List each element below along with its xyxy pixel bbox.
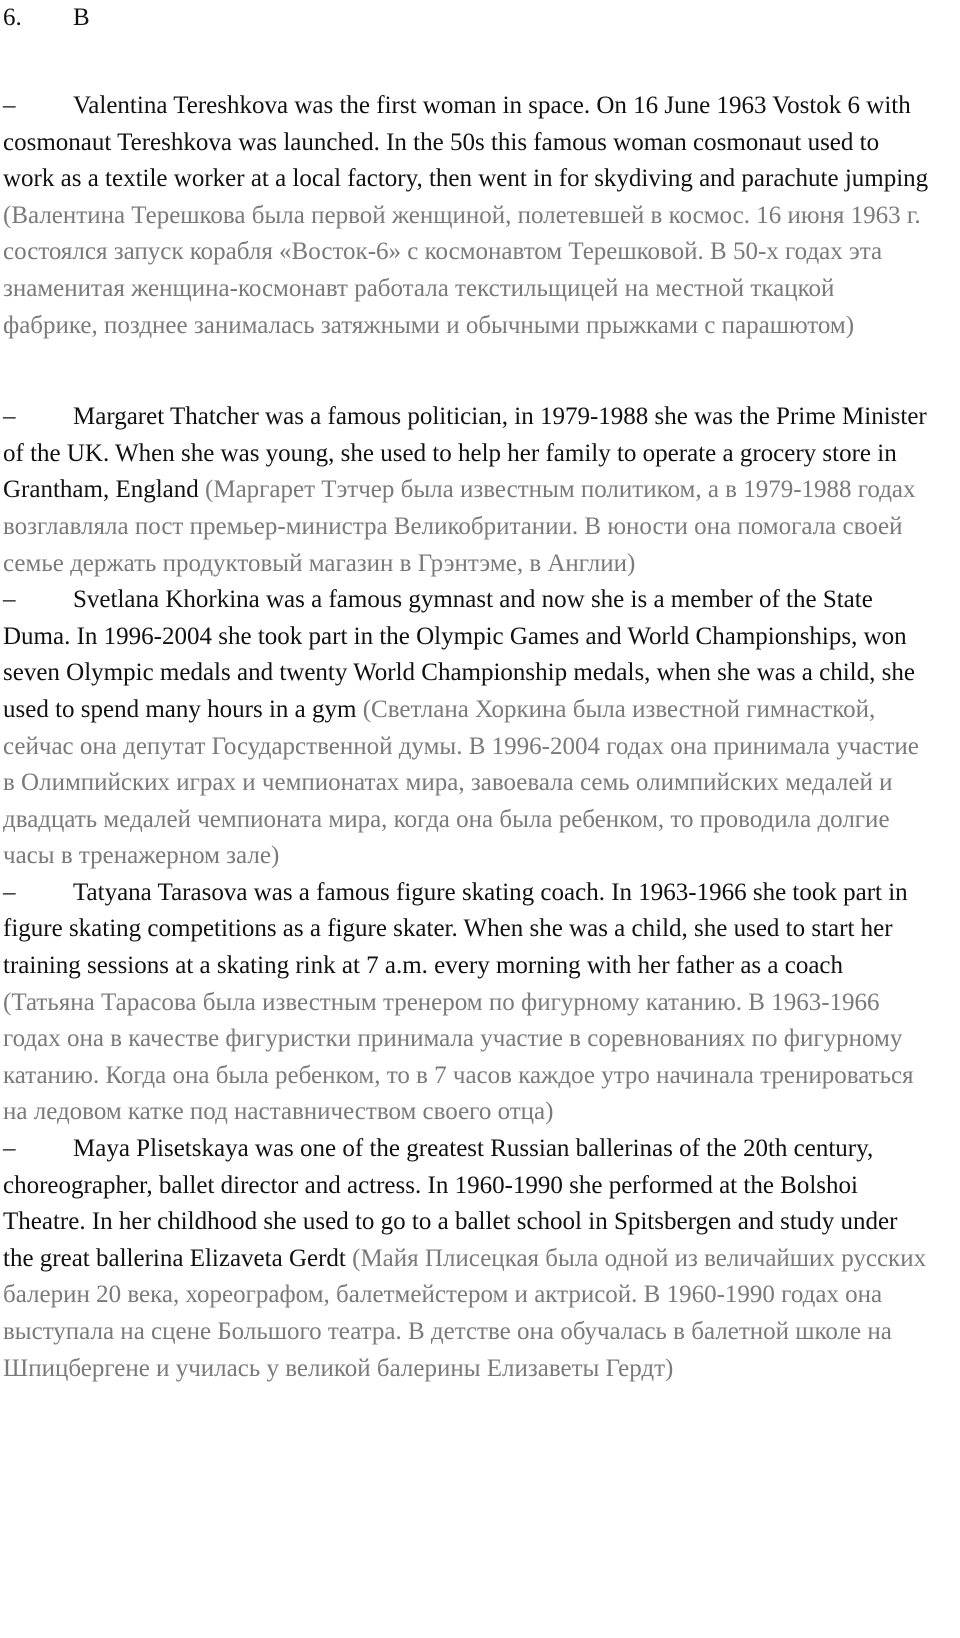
entry-russian-translation: (Майя Плисецкая была одной из величайших русских балерин 20 века, хореографом, балетмейстером и актрисой. В 1960-1990 годах она выступала на сцене Большого театра. В детстве она обучалась в балетной школе на Шпицбергене и училась у великой балерины Елизаветы Гердт) (3, 1244, 927, 1382)
entry-russian-translation: (Маргарет Тэтчер была известным политиком, а в 1979-1988 годах возглавляла пост премьер-министра Великобритании. В юности она помогала своей семье держать продуктовый магазин в Грэнтэме, в Англии) (3, 476, 916, 577)
exercise-letter: B (73, 4, 90, 31)
entry-english-text: Svetlana Khorkina was a famous gymnast and now she is a member of the State Duma. In 1996-2004 she took part in the Olympic Games and World Championships, won seven Olympic medals and twenty World Championship medals, when she was a child, she used to spend many hours in a gym (3, 586, 915, 723)
entry-english-text: Tatyana Tarasova was a famous figure skating coach. In 1963-1966 she took part in figure skating competitions as a figure skater. When she was a child, she used to start her training sessions at a skating rink at 7 a.m. every morning with her father as a coach (3, 878, 908, 980)
entry-russian-translation: (Валентина Терешкова была первой женщиной, полетевшей в космос. 16 июня 1963 г. состоялся запуск корабля «Восток-6» с космонавтом Терешковой. В 50-х годах эта знаменитая женщина-космонавт работала текстильщицей на местной ткацкой фабрике, позднее занималась затяжными и обычными прыжками с парашютом) (3, 201, 921, 339)
entry-dash: – (3, 878, 16, 906)
entry-english-text: Margaret Thatcher was a famous politician, in 1979-1988 she was the Prime Minister of the UK. When she was young, she used to help her family to operate a grocery store in Grantham, England (3, 403, 927, 504)
entry-dash: – (3, 403, 16, 431)
entry-thatcher (3, 399, 960, 582)
exercise-header (3, 0, 960, 40)
entry-khorkina (3, 582, 960, 875)
entry-plisetskaya (3, 1131, 960, 1387)
entry-dash: – (3, 92, 16, 119)
entry-russian-translation: (Светлана Хоркина была известной гимнасткой, сейчас она депутат Государственной думы. В 1996-2004 годах она принимала участие в Олимпийских играх и чемпионатах мира, завоевала семь олимпийских медалей и двадцать медалей чемпионата мира, когда она была ребенком, то проводила долгие часы в тренажерном зале) (3, 695, 919, 870)
entry-dash: – (3, 586, 16, 614)
entry-russian-translation: (Татьяна Тарасова была известным тренером по фигурному катанию. В 1963-1966 годах она в качестве фигуристки принимала участие в соревнованиях по фигурному катанию. Когда она была ребенком, то в 7 часов каждое утро начинала тренироваться на ледовом катке под наставничеством своего отца) (3, 988, 914, 1126)
entry-tarasova (3, 875, 960, 1131)
entry-tereshkova (3, 88, 960, 344)
entry-english-text: Maya Plisetskaya was one of the greatest Russian ballerinas of the 20th century, choreographer, ballet director and actress. In 1960-1990 she performed at the Bolshoi Theatre. In her childhood she used to go to a ballet school in Spitsbergen and study under the great ballerina Elizaveta Gerdt (3, 1135, 898, 1272)
exercise-number: 6. (3, 4, 22, 31)
entry-dash: – (3, 1135, 16, 1163)
entry-english-text: Valentina Tereshkova was the first woman in space. On 16 June 1963 Vostok 6 with cosmonaut Tereshkova was launched. In the 50s this famous woman cosmonaut used to work as a textile worker at a local factory, then went in for skydiving and parachute jumping (3, 92, 929, 193)
